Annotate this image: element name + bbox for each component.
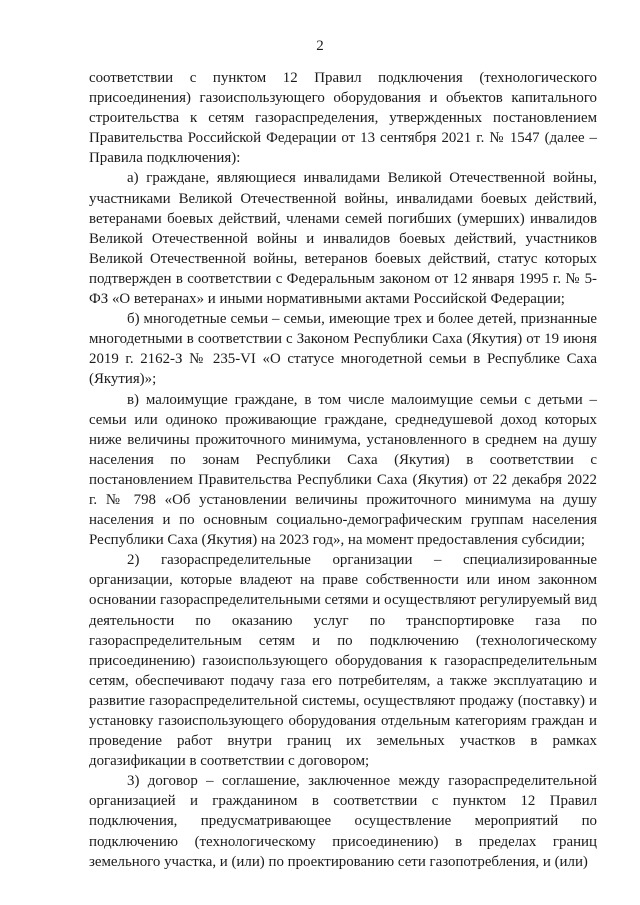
- document-body: [89, 68, 597, 872]
- paragraph-item-3: 3) договор – соглашение, заключенное между газораспределительной организацией и гражданином в соответствии с пунктом 12 Правил подключения, предусматривающее осуществление мероприятий по подключению (технологическому присоединению) в пределах границ земельного участка, и (или) по проектированию сети газопотребления, и (или): [89, 773, 597, 870]
- paragraph-item-v: в) малоимущие граждане, в том числе малоимущие семьи с детьми – семьи или одиноко проживающие граждане, среднедушевой доход которых ниже величины прожиточного минимума, установленного в среднем на душу населения по зонам Республики Саха (Якутия) в соответствии с постановлением Правительства Республики Саха (Якутия) от 22 декабря 2022 г. № 798 «Об установлении величины прожиточного минимума на душу населения и по основным социально-демографическим группам населения Республики Саха (Якутия) на 2023 год», на момент предоставления субсидии;: [89, 391, 597, 549]
- page-number: 2: [316, 38, 324, 54]
- paragraph-item-2: 2) газораспределительные организации – специализированные организации, которые владеют на праве собственности или ином законном основании газораспределительными сетями и осуществляют регулируемый вид деятельности по оказанию услуг по транспортировке газа по газораспределительным сетям и по подключению (технологическому присоединению) газоиспользующего оборудования к газораспределительным сетям, обеспечивают подачу газа его потребителям, а также эксплуатацию и развитие газораспределительной системы, осуществляют продажу (поставку) и установку газоиспользующего оборудования отдельным категориям граждан и проведение работ внутри границ их земельных участков в рамках догазификации в соответствии с договором;: [89, 552, 597, 770]
- paragraph-continuation: соответствии с пунктом 12 Правил подключения (технологического присоединения) газоиспользующего оборудования и объектов капитального строительства к сетям газораспределения, утвержденных постановлением Правительства Российской Федерации от 13 сентября 2021 г. № 1547 (далее – Правила подключения):: [89, 70, 597, 167]
- paragraph-item-b: б) многодетные семьи – семьи, имеющие трех и более детей, признанные многодетными в соответствии с Законом Республики Саха (Якутия) от 19 июня 2019 г. 2162-З № 235-VI «О статусе многодетной семьи в Республике Саха (Якутия)»;: [89, 311, 597, 388]
- paragraph-item-a: а) граждане, являющиеся инвалидами Великой Отечественной войны, участниками Великой Отечественной войны, инвалидами боевых действий, ветеранами боевых действий, членами семей погибших (умерших) инвалидов Великой Отечественной войны и инвалидов боевых действий, участников Великой Отечественной войны, ветеранов боевых действий, статус которых подтвержден в соответствии с Федеральным законом от 12 января 1995 г. № 5-ФЗ «О ветеранах» и иными нормативными актами Российской Федерации;: [89, 170, 597, 308]
